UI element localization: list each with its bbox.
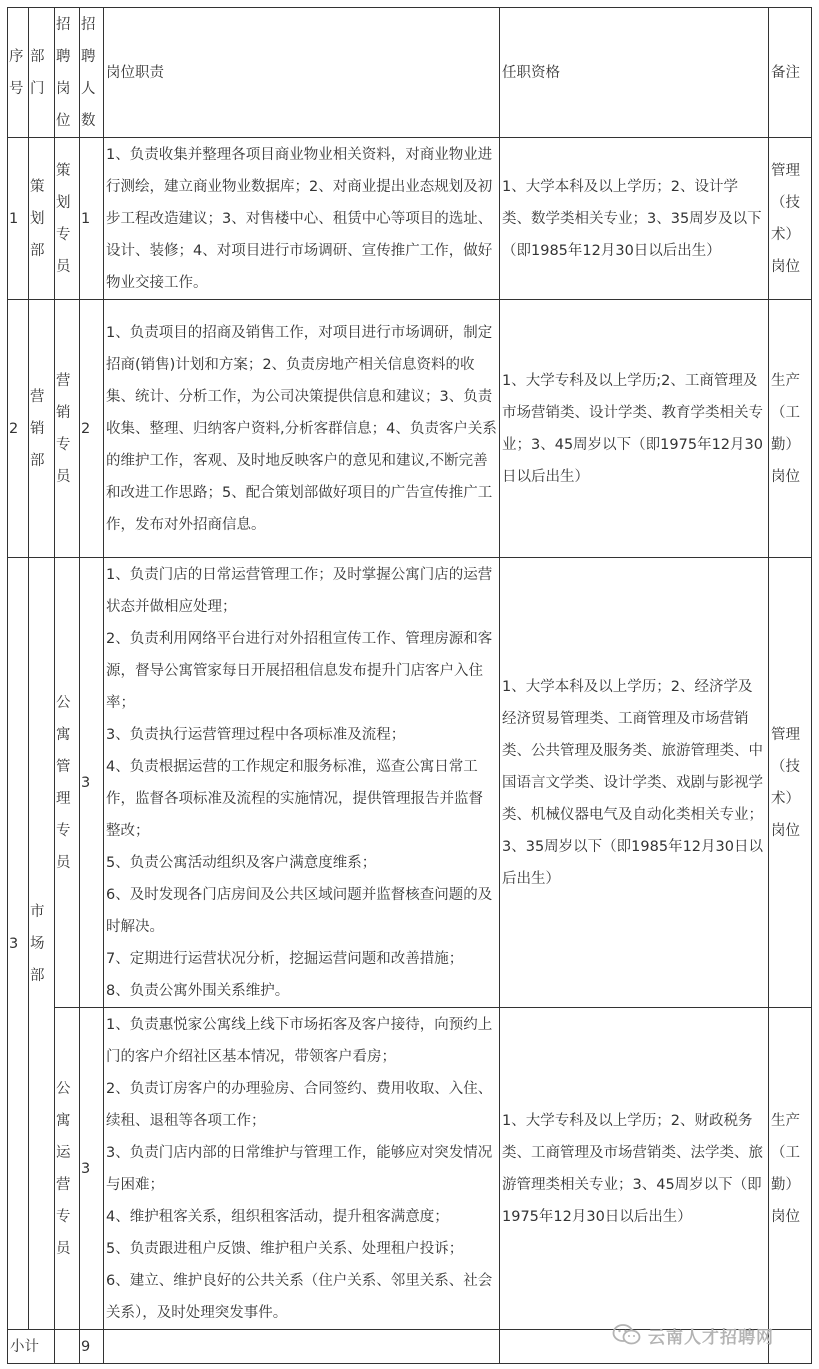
table-row (8, 138, 812, 300)
row-duties (104, 558, 500, 1008)
duty-line: 5、负责跟进租户反馈、维护租户关系、处理租户投诉； (106, 1240, 464, 1257)
duty-line: 3、负责执行运营管理过程中各项标准及流程； (106, 726, 406, 743)
row-qualifications: 1、大学本科及以上学历；2、设计学类、数学类相关专业；3、35周岁及以下（即1985年12月30日以后出生） (500, 138, 769, 300)
watermark-text: 云南人才招聘网 (648, 1327, 774, 1348)
header-no: 序号 (8, 8, 29, 138)
watermark (612, 1318, 774, 1352)
row-remark: 管理（技术）岗位 (769, 138, 812, 300)
row-no: 2 (8, 300, 29, 558)
header-qualifications: 任职资格 (500, 8, 769, 138)
header-duties: 岗位职责 (104, 8, 500, 138)
row-remark: 生产（工勤）岗位 (769, 300, 812, 558)
row-remark: 生产（工勤）岗位 (769, 1008, 812, 1330)
duty-line: 6、建立、维护良好的公共关系（住户关系、邻里关系、社会关系），及时处理突发事件。 (106, 1272, 493, 1321)
row-count: 3 (80, 1008, 104, 1330)
duty-line: 4、维护租客关系，组织租客活动，提升租客满意度； (106, 1208, 449, 1225)
row-count: 3 (80, 558, 104, 1008)
row-qualifications: 1、大学专科及以上学历；2、财政税务类、工商管理及市场营销类、法学类、旅游管理类相关专业；3、45周岁以下（即1975年12月30日以后出生） (500, 1008, 769, 1330)
duty-line: 2、负责利用网络平台进行对外招租宣传工作、管理房源和客源，督导公寓管家每日开展招租信息发布提升门店客户入住率； (106, 630, 493, 711)
row-dept: 策划部 (29, 138, 55, 300)
duty-line: 5、负责公寓活动组织及客户满意度维系； (106, 854, 377, 871)
row-count: 1 (80, 138, 104, 300)
row-dept: 市场部 (29, 558, 55, 1330)
table-row (8, 558, 812, 1008)
duty-line: 4、负责根据运营的工作规定和服务标准，巡查公寓日常工作，监督各项标准及流程的实施情况，提供管理报告并监督整改； (106, 758, 483, 839)
duty-line: 6、及时发现各门店房间及公共区域问题并监督核查问题的及时解决。 (106, 886, 493, 935)
duty-line: 8、负责公寓外围关系维护。 (106, 982, 290, 999)
table-row (8, 1008, 812, 1330)
row-qualifications: 1、大学专科及以上学历;2、工商管理及市场营销类、设计学类、教育学类相关专业；3、45周岁以下（即1975年12月30日以后出生） (500, 300, 769, 558)
row-position: 公寓管理专员 (55, 558, 80, 1008)
header-row (8, 8, 812, 138)
row-remark: 管理（技术）岗位 (769, 558, 812, 1008)
row-duties: 1、负责项目的招商及销售工作，对项目进行市场调研，制定招商(销售)计划和方案；2、负责房地产相关信息资料的收集、统计、分析工作，为公司决策提供信息和建议；3、负责收集、整理、归纳客户资料,分析客群信息；4、负责客户关系的维护工作，客观、及时地反映客户的意见和建议,不断完善和改进工作思路；5、配合策划部做好项目的广告宣传推广工作，发布对外招商信息。 (104, 300, 500, 558)
row-duties: 1、负责收集并整理各项目商业物业相关资料，对商业物业进行测绘，建立商业物业数据库；2、对商业提出业态规划及初步工程改造建议；3、对售楼中心、租赁中心等项目的选址、设计、装修；4、对项目进行市场调研、宣传推广工作，做好物业交接工作。 (104, 138, 500, 300)
duty-line: 1、负责门店的日常运营管理工作；及时掌握公寓门店的运营状态并做相应处理； (106, 566, 493, 615)
header-position: 招聘岗位 (55, 8, 80, 138)
row-duties (104, 1008, 500, 1330)
row-no: 3 (8, 558, 29, 1330)
header-count: 招聘人数 (80, 8, 104, 138)
wechat-logo-icon (612, 1323, 642, 1347)
header-dept: 部门 (29, 8, 55, 138)
duty-line: 7、定期进行运营状况分析，挖掘运营问题和改善措施； (106, 950, 464, 967)
duty-line: 2、负责订房客户的办理验房、合同签约、费用收取、入住、续租、退租等各项工作； (106, 1080, 493, 1129)
row-count: 2 (80, 300, 104, 558)
duty-line: 3、负责门店内部的日常维护与管理工作，能够应对突发情况与困难； (106, 1144, 493, 1193)
row-position: 公寓运营专员 (55, 1008, 80, 1330)
table-row (8, 300, 812, 558)
subtotal-label: 小计 (8, 1330, 55, 1364)
subtotal-count: 9 (80, 1330, 104, 1364)
duty-line: 1、负责惠悦家公寓线上线下市场拓客及客户接待，向预约上门的客户介绍社区基本情况，带领客户看房； (106, 1016, 493, 1065)
recruitment-table (7, 7, 812, 1364)
row-position: 营销专员 (55, 300, 80, 558)
row-position: 策划专员 (55, 138, 80, 300)
row-dept: 营销部 (29, 300, 55, 558)
row-qualifications: 1、大学本科及以上学历；2、经济学及经济贸易管理类、工商管理及市场营销类、公共管理及服务类、旅游管理类、中国语言文学类、设计学类、戏剧与影视学类、机械仪器电气及自动化类相关专业；3、35周岁以下（即1985年12月30日以后出生） (500, 558, 769, 1008)
header-remark: 备注 (769, 8, 812, 138)
row-no: 1 (8, 138, 29, 300)
